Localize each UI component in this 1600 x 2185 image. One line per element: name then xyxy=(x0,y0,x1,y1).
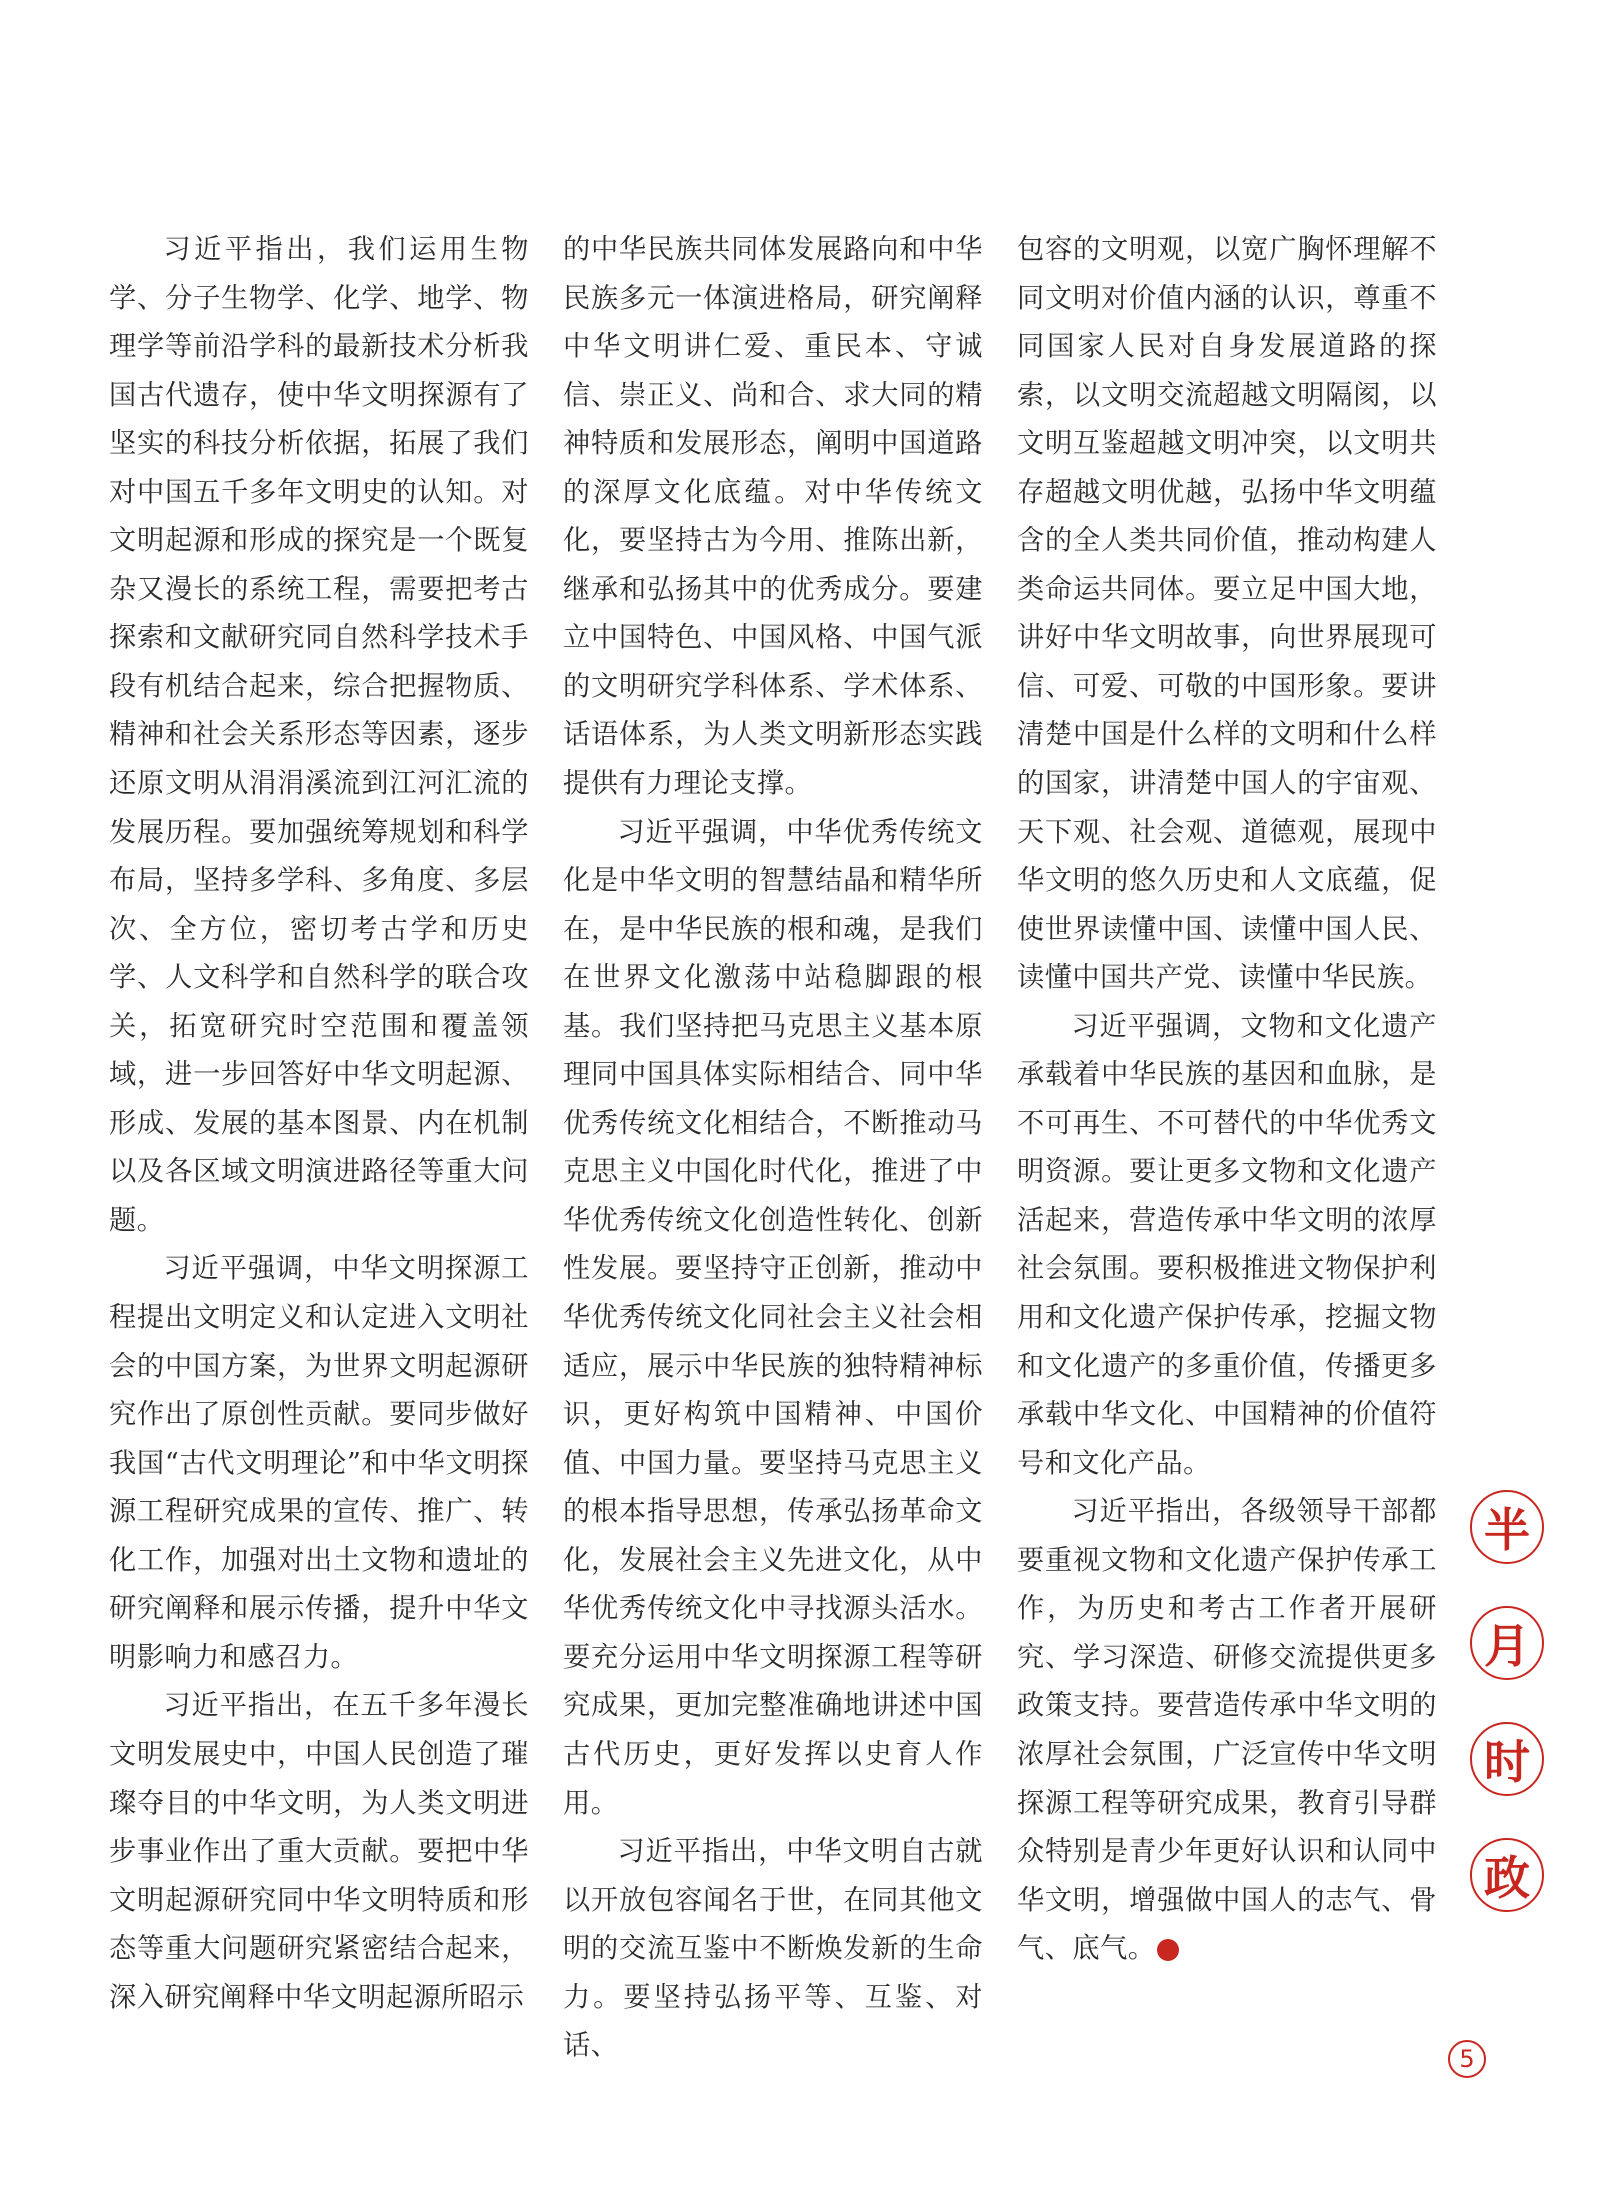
paragraph: 习近平强调，中华文明探源工程提出文明定义和认定进入文明社会的中国方案，为世界文明起源研究作出了原创性贡献。要同步做好我国“古代文明理论”和中华文明探源工程研究成果的宣传、推广、转化工作，加强对出土文物和遗址的研究阐释和展示传播，提升中华文明影响力和感召力。 xyxy=(109,1253,529,1673)
paragraph: 习近平强调，文物和文化遗产承载着中华民族的基因和血脉，是不可再生、不可替代的中华优秀文明资源。要让更多文物和文化遗产活起来，营造传承中华文明的浓厚社会氛围。要积极推进文物保护利用和文化遗产保护传承，挖掘文物和文化遗产的多重价值，传播更多承载中华文化、中国精神的价值符号和文化产品。 xyxy=(1017,1010,1437,1479)
paragraph: 习近平强调，中华优秀传统文化是中华文明的智慧结晶和精华所在，是中华民族的根和魂，是我们在世界文化激荡中站稳脚跟的根基。我们坚持把马克思主义基本原理同中国具体实际相结合、同中华优秀传统文化相结合，不断推动马克思主义中国化时代化，推进了中华优秀传统文化创造性转化、创新性发展。要坚持守正创新，推动中华优秀传统文化同社会主义社会相适应，展示中华民族的独特精神标识，更好构筑中国精神、中国价值、中国力量。要坚持马克思主义的根本指导思想，传承弘扬革命文化，发展社会主义先进文化，从中华优秀传统文化中寻找源头活水。要充分运用中华文明探源工程等研究成果，更加完整准确地讲述中国古代历史，更好发挥以史育人作用。 xyxy=(563,816,983,1819)
paragraph: 习近平指出，我们运用生物学、分子生物学、化学、地学、物理学等前沿学科的最新技术分析我国古代遗存，使中华文明探源有了坚实的科技分析依据，拓展了我们对中国五千多年文明史的认知。对文明起源和形成的探究是一个既复杂又漫长的系统工程，需要把考古探索和文献研究同自然科学技术手段有机结合起来，综合把握物质、精神和社会关系形态等因素，逐步还原文明从涓涓溪流到江河汇流的发展历程。要加强统筹规划和科学布局，坚持多学科、多角度、多层次、全方位，密切考古学和历史学、人文科学和自然科学的联合攻关，拓宽研究时空范围和覆盖领域，进一步回答好中华文明起源、形成、发展的基本图景、内在机制以及各区域文明演进路径等重大问题。 xyxy=(109,234,529,1236)
text-column-1 xyxy=(109,226,529,2022)
text-column-2 xyxy=(563,226,983,2071)
paragraph-text: 习近平指出，各级领导干部都要重视文物和文化遗产保护传承工作，为历史和考古工作者开展研究、学习深造、研修交流提供更多政策支持。要营造传承中华文明的浓厚社会氛围，广泛宣传中华文明探源工程等研究成果，教育引导群众特别是青少年更好认识和认同中华文明，增强做中国人的志气、骨气、底气。 xyxy=(1017,1496,1437,1965)
section-label-char: 月 xyxy=(1470,1606,1544,1680)
paragraph: 习近平指出，在五千多年漫长文明发展史中，中国人民创造了璀璨夺目的中华文明，为人类文明进步事业作出了重大贡献。要把中华文明起源研究同中华文明特质和形态等重大问题研究紧密结合起来，深入研究阐释中华文明起源所昭示 xyxy=(109,1690,529,2013)
last-paragraph xyxy=(1017,1488,1437,1973)
paragraph-continued: 包容的文明观，以宽广胸怀理解不同文明对价值内涵的认识，尊重不同国家人民对自身发展道路的探索，以文明交流超越文明隔阂，以文明互鉴超越文明冲突，以文明共存超越文明优越，弘扬中华文明蕴含的全人类共同价值，推动构建人类命运共同体。要立足中国大地，讲好中华文明故事，向世界展现可信、可爱、可敬的中国形象。要讲清楚中国是什么样的文明和什么样的国家，讲清楚中国人的宇宙观、天下观、社会观、道德观，展现中华文明的悠久历史和人文底蕴，促使世界读懂中国、读懂中国人民、读懂中国共产党、读懂中华民族。 xyxy=(1017,234,1437,994)
text-column-3 xyxy=(1017,226,1437,1974)
paragraph: 习近平指出，中华文明自古就以开放包容闻名于世，在同其他文明的交流互鉴中不断焕发新的生命力。要坚持弘扬平等、互鉴、对话、 xyxy=(563,1836,983,2062)
page-number: 5 xyxy=(1448,2040,1486,2078)
paragraph-continued: 的中华民族共同体发展路向和中华民族多元一体演进格局，研究阐释中华文明讲仁爱、重民本、守诚信、崇正义、尚和合、求大同的精神特质和发展形态，阐明中国道路的深厚文化底蕴。对中华传统文化，要坚持古为今用、推陈出新，继承和弘扬其中的优秀成分。要建立中国特色、中国风格、中国气派的文明研究学科体系、学术体系、话语体系，为人类文明新形态实践提供有力理论支撑。 xyxy=(563,234,983,800)
section-label-char: 半 xyxy=(1470,1490,1544,1564)
section-label-char: 政 xyxy=(1470,1838,1544,1912)
section-label-char: 时 xyxy=(1470,1722,1544,1796)
end-mark-icon xyxy=(1157,1939,1179,1961)
